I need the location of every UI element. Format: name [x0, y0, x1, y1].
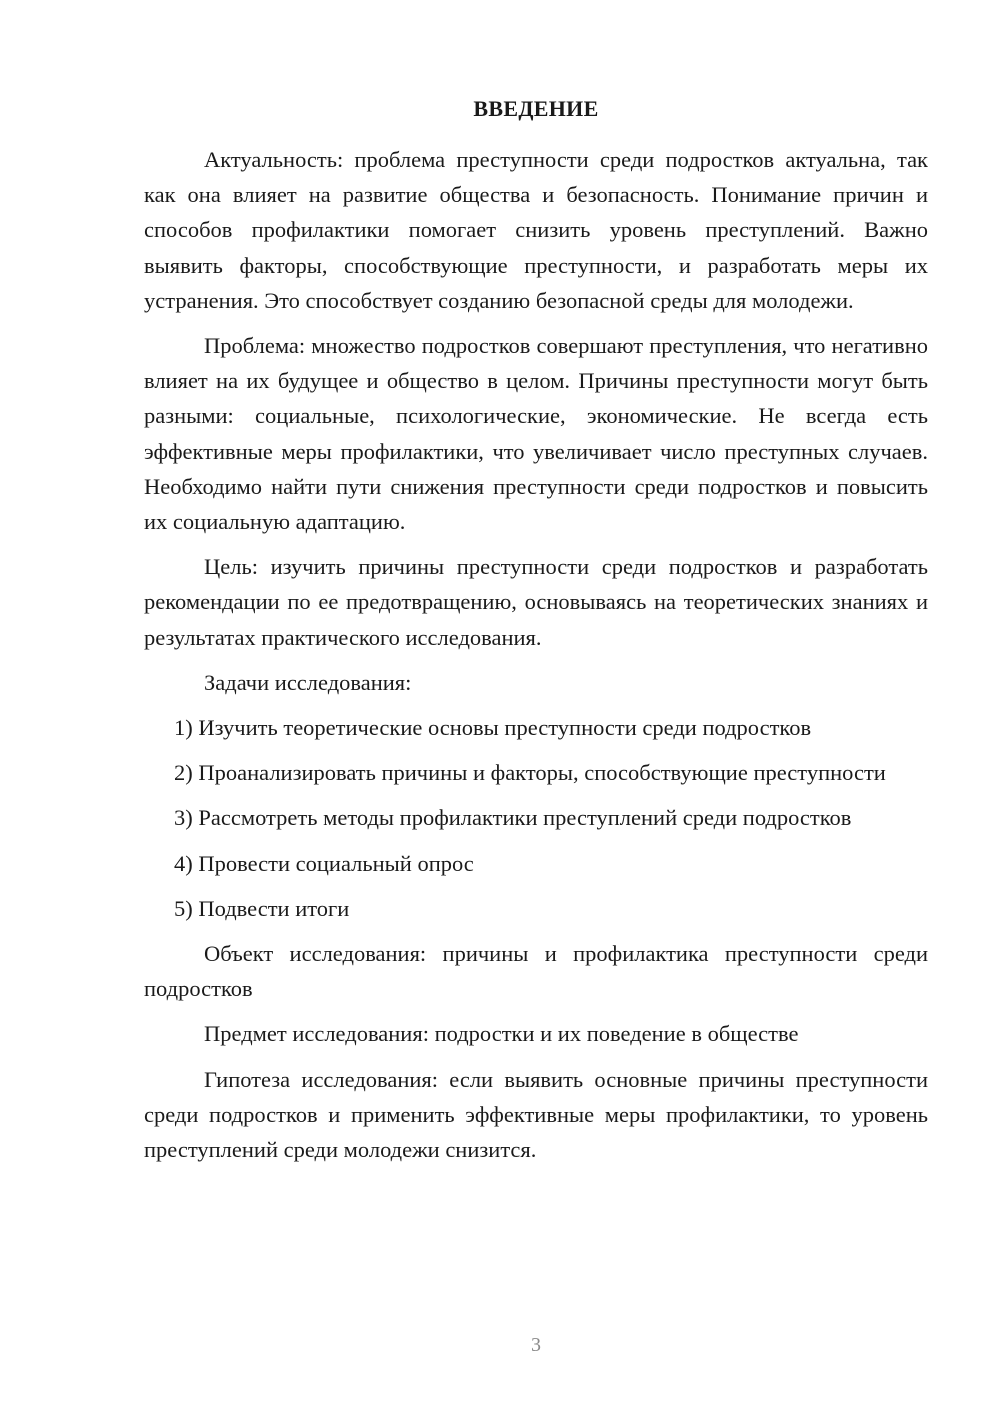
task-item-3: 3) Рассмотреть методы профилактики преступлений среди подростков [174, 805, 852, 831]
paragraph-problem: Проблема: множество подростков совершают преступления, что негативно влияет на их будущее и общество в целом. Причины преступности могут быть разными: социальные, психологические, экономические. Не всегда есть эффективные меры профилактики, что увеличивает число преступных случаев. Необходимо найти пути снижения преступности среди подростков и повысить их социальную адаптацию. [144, 333, 928, 535]
task-item-4: 4) Провести социальный опрос [174, 850, 474, 876]
task-item-2: 2) Проанализировать причины и факторы, способствующие преступности [174, 760, 886, 786]
paragraph-subject: Предмет исследования: подростки и их поведение в обществе [204, 1021, 799, 1047]
body-text [144, 142, 928, 1177]
paragraph-relevance: Актуальность: проблема преступности среди подростков актуальна, так как она влияет на развитие общества и безопасность. Понимание причин и способов профилактики помогает снизить уровень преступлений. Важно выявить факторы, способствующие преступности, и разработать меры их устранения. Это способствует созданию безопасной среды для молодежи. [144, 147, 928, 313]
paragraph-object: Объект исследования: причины и профилактика преступности среди подростков [144, 941, 928, 1002]
task-item-5: 5) Подвести итоги [174, 895, 350, 921]
paragraph-hypothesis: Гипотеза исследования: если выявить основные причины преступности среди подростков и применить эффективные меры профилактики, то уровень преступлений среди молодежи снизится. [144, 1066, 928, 1163]
page-number: 3 [531, 1334, 541, 1356]
paragraph-goal: Цель: изучить причины преступности среди подростков и разработать рекомендации по ее предотвращению, основываясь на теоретических знаниях и результатах практического исследования. [144, 554, 928, 650]
section-title: ВВЕДЕНИЕ [473, 96, 599, 121]
task-item-1: 1) Изучить теоретические основы преступности среди подростков [174, 715, 812, 741]
paragraph-tasks-heading: Задачи исследования: [204, 669, 412, 695]
